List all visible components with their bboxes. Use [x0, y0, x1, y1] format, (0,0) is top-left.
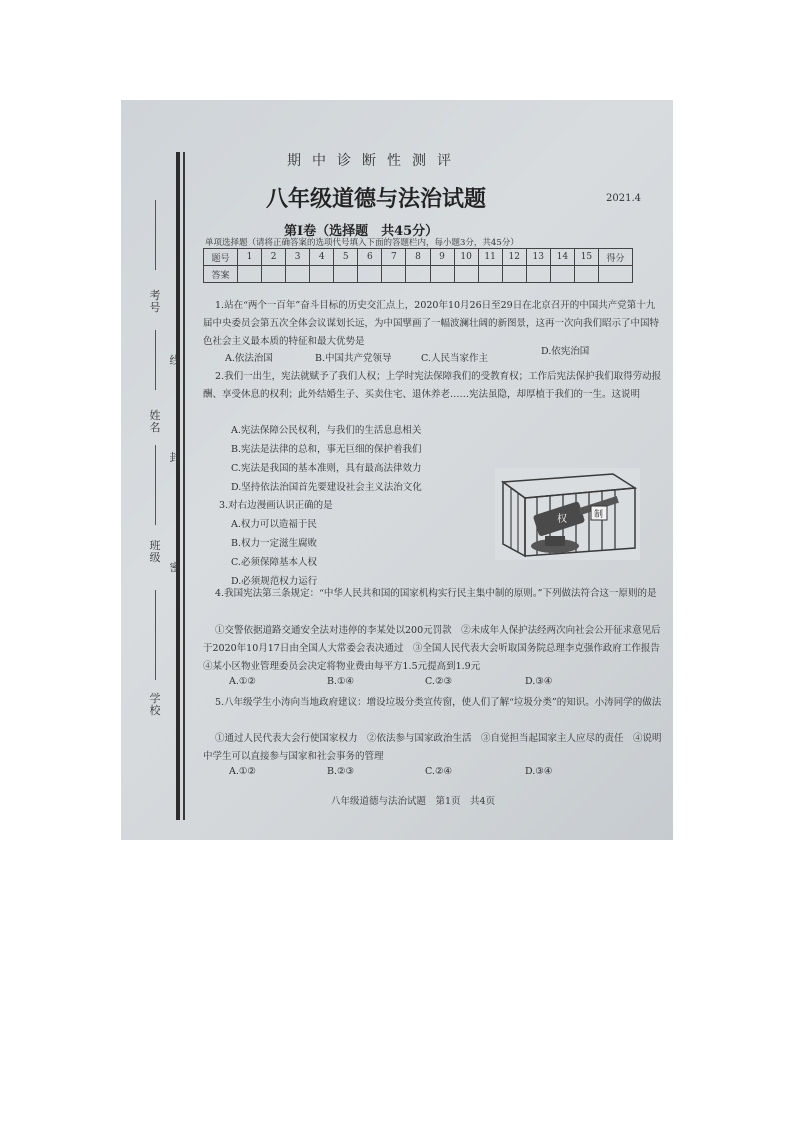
- answer-table: [203, 248, 633, 283]
- table-cell: 11: [478, 249, 502, 266]
- table-cell: 5: [334, 249, 358, 266]
- table-cell: 1: [238, 249, 262, 266]
- blank-line: [155, 200, 156, 270]
- exam-date: 2021.4: [606, 193, 641, 204]
- q2-option-d: D.坚持依法治国首先要建设社会主义法治文化: [231, 482, 422, 493]
- q3-option-b: B.权力一定滋生腐败: [231, 538, 318, 549]
- q4-option-a: A.①②: [229, 676, 256, 687]
- label-banji: 班级: [149, 539, 161, 564]
- cartoon-label-2: 制: [594, 510, 604, 520]
- label-kaohao: 考号: [149, 289, 161, 314]
- section-title: 第Ⅰ卷（选择题 共45分）: [284, 224, 439, 239]
- answer-cell[interactable]: [286, 266, 310, 283]
- binding-line-thin: [183, 152, 185, 820]
- seal-feng: 封: [169, 451, 181, 464]
- answer-cell[interactable]: [526, 266, 550, 283]
- q1-option-c: C.人民当家作主: [421, 353, 488, 364]
- question-4-statements: ①交警依据道路交通安全法对违停的李某处以200元罚款 ②未成年人保护法经两次向社会公开征求意见后于2020年10月17日由全国人大常委会表决通过 ③全国人民代表大会听取国务院总理李克强作政府工作报告 ④某小区物业管理委员会决定将物业费由每平方1.5元提高到1.9元: [203, 625, 670, 672]
- q2-option-b: B.宪法是法律的总和，事无巨细的保护着我们: [231, 444, 422, 455]
- q2-option-a: A.宪法保障公民权利，与我们的生活息息相关: [231, 425, 422, 436]
- seal-mi: 密: [169, 561, 181, 574]
- table-cell: 9: [430, 249, 454, 266]
- table-cell: 12: [502, 249, 526, 266]
- answer-cell[interactable]: [262, 266, 286, 283]
- label-xuexiao: 学校: [149, 692, 161, 717]
- exam-photo: [121, 100, 673, 840]
- answer-cell[interactable]: [382, 266, 406, 283]
- question-3: 3.对右边漫画认识正确的是: [219, 500, 333, 511]
- q1-option-d: D.依宪治国: [541, 346, 590, 357]
- answer-cell[interactable]: [502, 266, 526, 283]
- answer-cell[interactable]: [238, 266, 262, 283]
- exam-title: 八年级道德与法治试题: [266, 186, 487, 212]
- cartoon-label-1: 权: [557, 514, 567, 525]
- answer-cell[interactable]: [478, 266, 502, 283]
- answer-cell[interactable]: [334, 266, 358, 283]
- answer-cell[interactable]: [358, 266, 382, 283]
- table-cell: 14: [550, 249, 574, 266]
- answer-cell[interactable]: [454, 266, 478, 283]
- table-cell: 7: [382, 249, 406, 266]
- question-4: 4.我国宪法第三条规定：“中华人民共和国的国家机构实行民主集中制的原则。”下列做法符合这一原则的是: [215, 588, 657, 599]
- answer-cell[interactable]: [310, 266, 334, 283]
- question-1: 1.站在“两个一百年”奋斗目标的历史交汇点上，2020年10月26日至29日在北京召开的中国共产党第十九届中央委员会第五次全体会议谋划长远，为中国擘画了一幅波澜壮阔的新图景，这再一次向我们昭示了中国特色社会主义最本质的特征和最大优势是: [203, 300, 660, 347]
- q3-option-d: D.必须规范权力运行: [231, 576, 318, 587]
- answer-cell[interactable]: [430, 266, 454, 283]
- table-row-header: [204, 249, 633, 266]
- q2-option-c: C.宪法是我国的基本准则，具有最高法律效力: [231, 463, 422, 474]
- q3-option-a: A.权力可以造福于民: [231, 519, 317, 530]
- q4-option-b: B.①④: [327, 676, 355, 687]
- question-5: 5.八年级学生小涛向当地政府建议：增设垃圾分类宣传窗，使人们了解“垃圾分类”的知识。小涛同学的做法: [215, 697, 662, 708]
- answer-cell[interactable]: [406, 266, 430, 283]
- table-cell: 13: [526, 249, 550, 266]
- q1-option-b: B.中国共产党领导: [315, 353, 392, 364]
- blank-line: [155, 590, 156, 680]
- cage-cartoon: [495, 468, 640, 560]
- blank-line: [155, 445, 156, 525]
- exam-header: 期中诊断性测评: [287, 153, 462, 169]
- table-cell: 得分: [599, 249, 633, 266]
- q4-option-d: D.③④: [525, 676, 553, 687]
- answer-cell[interactable]: [574, 266, 598, 283]
- page-footer: 八年级道德与法治试题 第1页 共4页: [331, 796, 496, 807]
- table-cell: 8: [406, 249, 430, 266]
- q5-option-c: C.②④: [425, 766, 452, 777]
- table-cell: 6: [358, 249, 382, 266]
- table-cell: 2: [262, 249, 286, 266]
- table-cell: 答案: [204, 266, 238, 283]
- answer-cell[interactable]: [550, 266, 574, 283]
- q5-option-d: D.③④: [525, 766, 553, 777]
- table-cell: 4: [310, 249, 334, 266]
- blank-line: [155, 330, 156, 390]
- question-5-statements: ①通过人民代表大会行使国家权力 ②依法参与国家政治生活 ③自觉担当起国家主人应尽的责任 ④说明中学生可以直接参与国家和社会事务的管理: [203, 733, 662, 762]
- question-2: 2.我们一出生，宪法就赋予了我们人权；上学时宪法保障我们的受教育权；工作后宪法保护我们取得劳动报酬、享受休息的权利；此外结婚生子、买卖住宅、退休养老……宪法虽隐，却厚植于我们的一生。这说明: [203, 371, 662, 400]
- q1-option-a: A.依法治国: [225, 353, 273, 364]
- table-row-answer: [204, 266, 633, 283]
- table-cell: 题号: [204, 249, 238, 266]
- binding-line-thick: [176, 152, 180, 820]
- table-cell: 3: [286, 249, 310, 266]
- label-xingming: 姓名: [149, 409, 161, 434]
- q3-option-c: C.必须保障基本人权: [231, 557, 317, 568]
- q5-option-a: A.①②: [229, 766, 256, 777]
- table-cell: 15: [574, 249, 598, 266]
- score-cell[interactable]: [599, 266, 633, 283]
- seal-xian: 线: [169, 354, 181, 367]
- q5-option-b: B.②③: [327, 766, 355, 777]
- table-cell: 10: [454, 249, 478, 266]
- q4-option-c: C.②③: [425, 676, 452, 687]
- section-instruction: 单项选择题（请将正确答案的选项代号填入下面的答题栏内，每小题3分，共45分）: [205, 238, 519, 248]
